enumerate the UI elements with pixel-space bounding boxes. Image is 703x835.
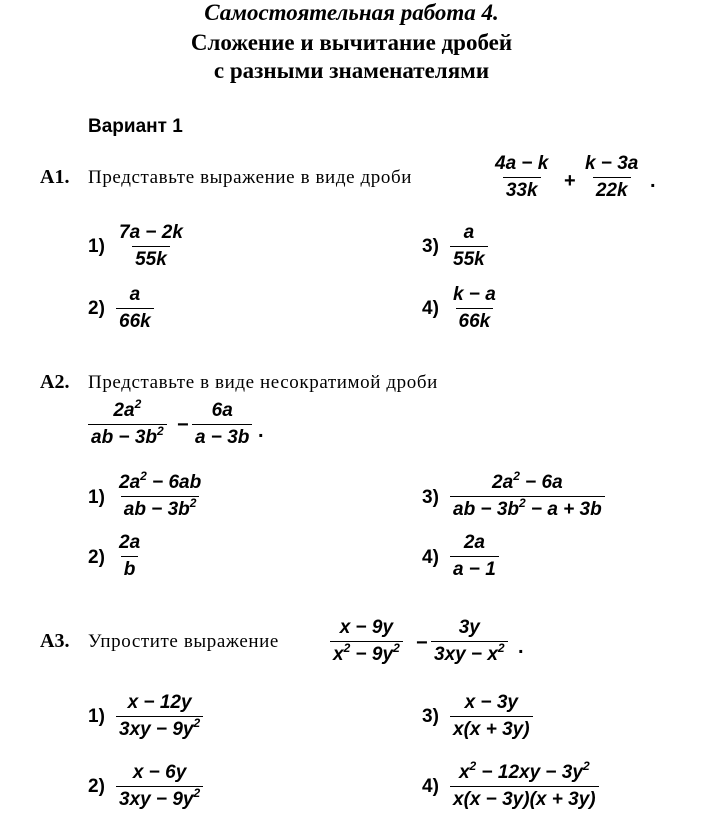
a3-option-4-label: 4) — [422, 776, 439, 797]
question-a2-operator: − — [177, 414, 189, 436]
fraction-denominator: x(x − 3y)(x + 3y) — [450, 786, 599, 811]
fraction-numerator: x − 9y — [339, 617, 394, 638]
fraction-denominator: ab − $3b^2$ — [88, 424, 167, 449]
a2-option-2-label: 2) — [88, 547, 105, 568]
fraction-numerator: $2a^2 - 6a$ — [492, 469, 563, 493]
fraction-numerator: k − a — [453, 284, 496, 305]
worksheet-title: Самостоятельная работа 4. — [204, 0, 499, 25]
a3-option-4-fraction — [450, 759, 599, 811]
a2-option-3-fraction — [450, 469, 605, 521]
fraction-numerator: 7a − 2k — [119, 222, 183, 243]
question-a3-operator: − — [416, 632, 428, 654]
fraction-denominator: b — [121, 556, 139, 581]
fraction-numerator: 4a − k — [495, 153, 549, 174]
worksheet-subtitle-line-1: Сложение и вычитание дробей — [190, 30, 513, 55]
fraction-denominator: a − 1 — [450, 556, 499, 581]
question-a2-fraction-2 — [192, 400, 252, 449]
fraction-denominator: 66k — [456, 308, 494, 333]
question-a2-number: A2. — [40, 371, 70, 393]
fraction-denominator: ab − $3b^2 - a + 3b$ — [450, 496, 605, 521]
a1-option-3-label: 3) — [422, 236, 439, 257]
a1-option-1-label: 1) — [88, 236, 105, 257]
fraction-denominator: $3xy - 9y^2$ — [116, 716, 203, 741]
fraction-denominator: $x^2 - 9y^2$ — [330, 641, 403, 666]
a1-option-2-fraction — [116, 284, 154, 333]
a2-option-1-fraction — [116, 469, 204, 521]
question-a2-fraction-1 — [88, 397, 167, 449]
fraction-denominator: $3xy - x^2$ — [431, 641, 508, 666]
fraction-denominator: x(x + 3y) — [450, 716, 533, 741]
fraction-denominator: 33k — [503, 177, 541, 202]
fraction-numerator: $x^2 - 12xy - 3y^2$ — [458, 759, 590, 783]
a2-option-3-label: 3) — [422, 487, 439, 508]
question-a3-prompt: Упростите выражение — [88, 631, 279, 652]
question-a3-fraction-1 — [330, 617, 403, 666]
fraction-denominator: 66k — [116, 308, 154, 333]
a1-option-4-label: 4) — [422, 298, 439, 319]
question-a3-period: . — [518, 636, 524, 658]
a2-option-1-label: 1) — [88, 487, 105, 508]
fraction-numerator: 6a — [211, 400, 233, 421]
a3-option-3-label: 3) — [422, 706, 439, 727]
question-a1-period: . — [650, 170, 656, 192]
fraction-numerator: 2a — [463, 532, 485, 553]
a3-option-2-label: 2) — [88, 776, 105, 797]
question-a1-fraction-1 — [492, 153, 551, 202]
question-a1-fraction-2 — [582, 153, 641, 202]
fraction-numerator: x − 6y — [132, 762, 187, 783]
fraction-denominator: $3xy - 9y^2$ — [116, 786, 203, 811]
a3-option-1-fraction — [116, 692, 203, 741]
fraction-numerator: a — [463, 222, 475, 243]
fraction-denominator: 55k — [132, 246, 170, 271]
fraction-numerator: x − 12y — [127, 692, 192, 713]
variant-heading: Вариант 1 — [88, 116, 183, 137]
question-a2-period: . — [258, 420, 264, 442]
fraction-numerator: $2a^2$ — [113, 397, 142, 421]
fraction-numerator: k − 3a — [585, 153, 639, 174]
worksheet-subtitle-line-2: с разными знаменателями — [213, 58, 490, 83]
a1-option-3-fraction — [450, 222, 488, 271]
fraction-numerator: x − 3y — [464, 692, 518, 713]
question-a2-prompt: Представьте в виде несократимой дроби — [88, 372, 438, 393]
a3-option-1-label: 1) — [88, 706, 105, 727]
a1-option-4-fraction — [450, 284, 499, 333]
a3-option-2-fraction — [116, 762, 203, 811]
fraction-numerator: $2a^2 - 6ab$ — [119, 469, 202, 493]
a1-option-2-label: 2) — [88, 298, 105, 319]
a2-option-2-fraction — [116, 532, 143, 581]
question-a1-operator: + — [564, 170, 576, 192]
fraction-denominator: 22k — [593, 177, 631, 202]
a1-option-1-fraction — [116, 222, 186, 271]
a2-option-4-fraction — [450, 532, 499, 581]
fraction-denominator: 55k — [450, 246, 488, 271]
fraction-numerator: 3y — [458, 617, 480, 638]
a3-option-3-fraction — [450, 692, 533, 741]
question-a3-number: A3. — [40, 630, 70, 652]
question-a1-number: A1. — [40, 166, 70, 188]
question-a3-fraction-2 — [431, 617, 508, 666]
question-a1-prompt: Представьте выражение в виде дроби — [88, 167, 412, 188]
fraction-numerator: a — [129, 284, 141, 305]
a2-option-4-label: 4) — [422, 547, 439, 568]
fraction-denominator: a − 3b — [192, 424, 252, 449]
fraction-denominator: ab − $3b^2$ — [121, 496, 200, 521]
fraction-numerator: 2a — [119, 532, 141, 553]
